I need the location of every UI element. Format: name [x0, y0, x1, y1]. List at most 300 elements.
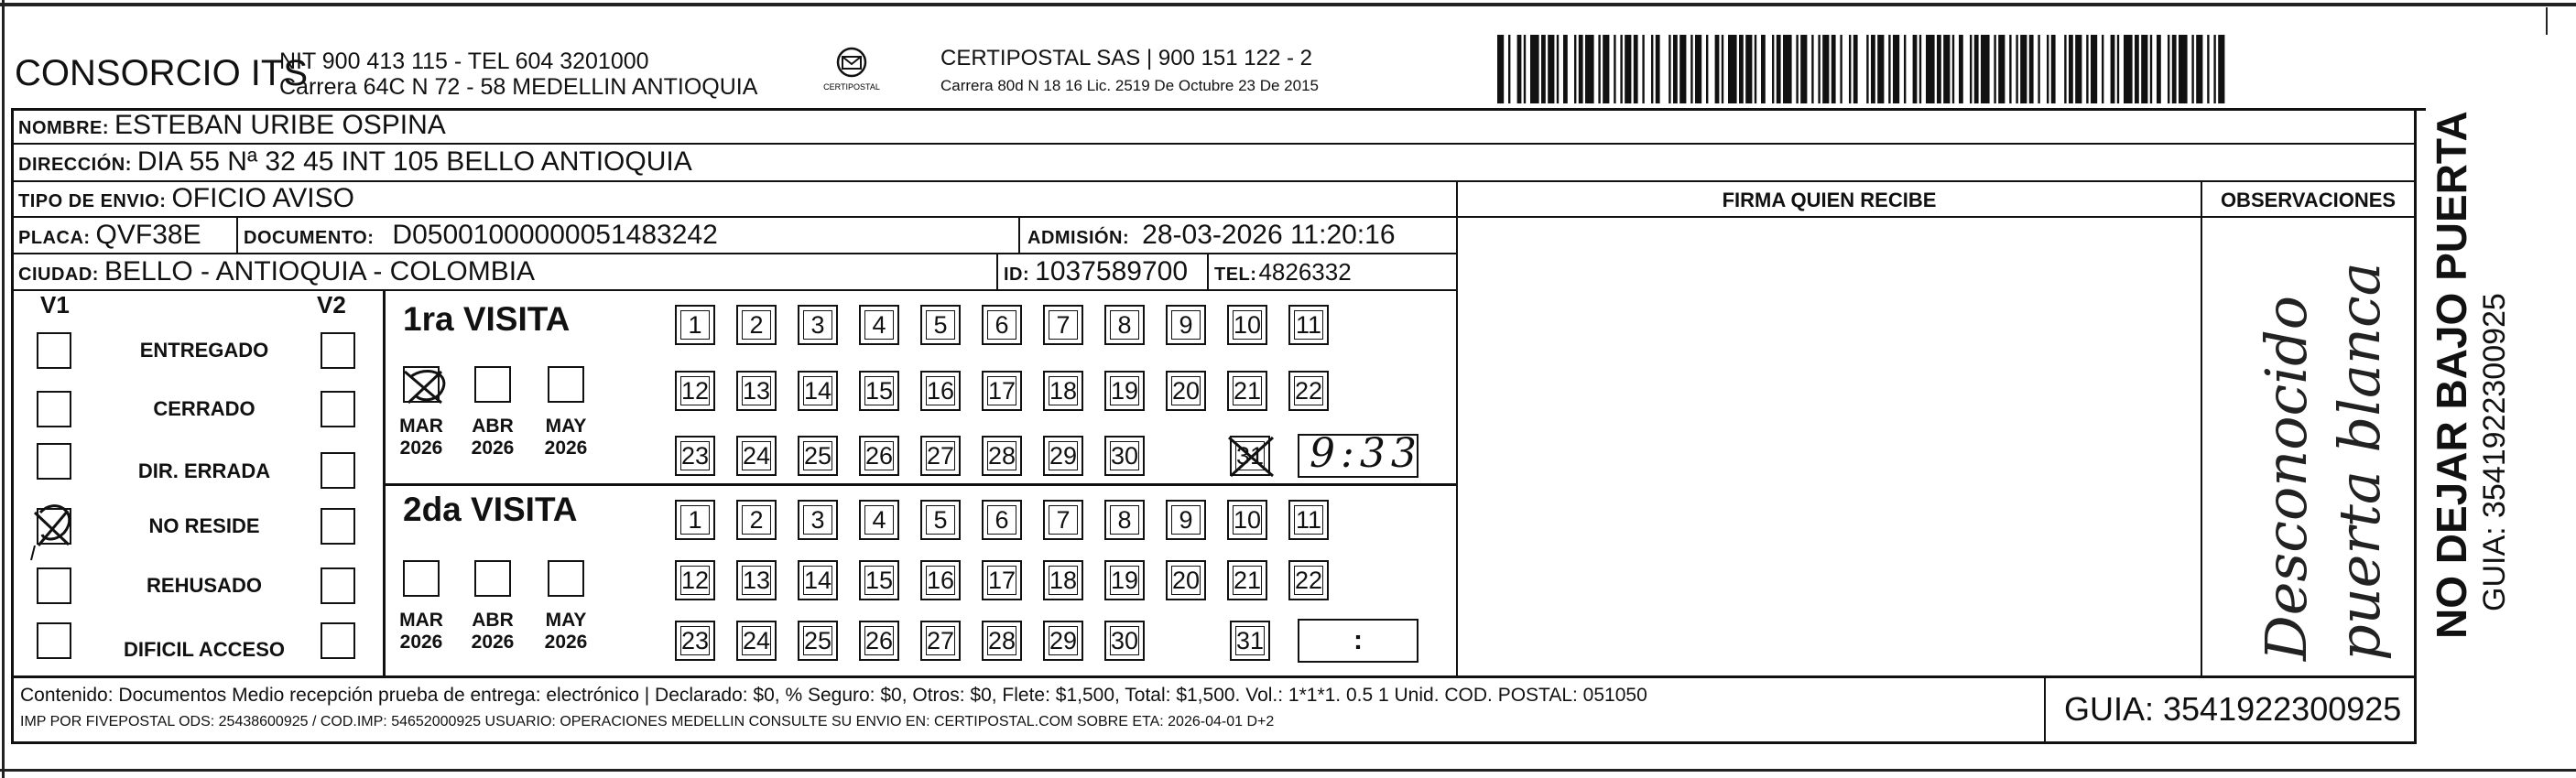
visit1-day[interactable]	[859, 436, 899, 476]
barcode-bar	[2051, 35, 2056, 103]
visit2-day[interactable]	[1043, 500, 1083, 540]
visit2-day[interactable]	[982, 621, 1022, 661]
visit1-day-label: 17	[987, 376, 1016, 405]
visit2-month-label	[463, 610, 522, 654]
visit2-day-label: 3	[810, 505, 825, 534]
barcode-bar	[1706, 35, 1708, 103]
barcode-bar	[1642, 35, 1644, 103]
no-reside-check-mark	[27, 494, 82, 563]
company-nit: NIT 900 413 115 - TEL 604 3201000	[279, 49, 649, 74]
visit1-month-checkbox[interactable]	[474, 366, 511, 403]
visit1-day-label: 26	[864, 441, 894, 470]
visit1-day[interactable]	[1043, 436, 1083, 476]
barcode-bar	[2111, 35, 2115, 103]
nombre-row	[18, 110, 446, 141]
visit2-day[interactable]	[859, 500, 899, 540]
visit2-time-box[interactable]	[1298, 619, 1418, 663]
barcode-bar	[1497, 35, 1504, 103]
v1-entregado-checkbox[interactable]	[37, 332, 71, 369]
visit2-day-label: 22	[1294, 566, 1323, 594]
company-address: Carrera 64C N 72 - 58 MEDELLIN ANTIOQUIA	[279, 74, 758, 100]
col-header-line	[1456, 216, 2417, 218]
form-left-border	[11, 108, 14, 743]
visit2-day-label: 1	[688, 505, 702, 534]
v2-label: V2	[317, 291, 346, 319]
visit1-day[interactable]	[1166, 371, 1206, 411]
observaciones-note-line1: Desconocido	[2253, 295, 2320, 661]
visit1-day-31-label: 31	[1235, 441, 1265, 470]
visit2-day[interactable]	[675, 621, 715, 661]
visit2-day-label: 6	[995, 505, 1009, 534]
visit1-month-year: 2026	[471, 438, 515, 459]
visit2-day[interactable]	[1288, 560, 1329, 600]
barcode-bar	[2102, 35, 2103, 103]
barcode-bar	[1614, 35, 1615, 103]
barcode-bar	[2069, 35, 2073, 103]
visit2-day-label: 23	[680, 626, 710, 654]
visit2-day[interactable]	[1227, 500, 1267, 540]
documento-value: D05001000000051483242	[392, 220, 718, 250]
visit2-day[interactable]	[1043, 560, 1083, 600]
visit1-day-label: 3	[810, 310, 825, 339]
visit1-day-label: 25	[803, 441, 832, 470]
barcode-bar	[1849, 35, 1851, 103]
visit2-day-label: 12	[680, 566, 710, 594]
visit1-day[interactable]	[798, 371, 838, 411]
id-cell	[1004, 256, 1188, 287]
barcode-bar	[2020, 35, 2027, 103]
visit2-month-checkbox[interactable]	[548, 560, 584, 597]
visit1-day[interactable]	[675, 305, 715, 345]
barcode-bar	[1877, 35, 1884, 103]
visit1-day[interactable]	[1227, 371, 1267, 411]
visit1-day[interactable]	[920, 436, 961, 476]
barcode-bar	[1800, 35, 1807, 103]
visit1-day[interactable]	[1104, 371, 1145, 411]
barcode-bar	[1728, 35, 1737, 103]
visit2-day-label: 14	[803, 566, 832, 594]
barcode-bar	[1783, 35, 1792, 103]
status-divider	[383, 289, 386, 675]
visit-split-line	[383, 483, 1458, 486]
company-name: CONSORCIO ITS	[15, 53, 309, 93]
certipostal-title: CERTIPOSTAL SAS | 900 151 122 - 2	[940, 46, 1312, 70]
placa-divider	[236, 216, 238, 253]
tel-divider	[1207, 253, 1209, 289]
visit2-day-31[interactable]	[1230, 621, 1270, 661]
barcode-bar	[1524, 35, 1526, 103]
visit2-day-label: 9	[1179, 505, 1193, 534]
barcode-bar	[1548, 35, 1554, 103]
barcode-bar	[2117, 35, 2119, 103]
barcode-bar	[2150, 35, 2152, 103]
form-bottom-border	[11, 741, 2417, 744]
visit1-month-label	[463, 416, 522, 459]
option-cerrado: CERRADO	[153, 397, 255, 420]
documento-label: DOCUMENTO:	[244, 228, 375, 248]
barcode-bar	[1970, 35, 1972, 103]
visit1-month-name: ABR	[472, 416, 514, 437]
visit1-day[interactable]	[798, 305, 838, 345]
visit1-day-label: 7	[1056, 310, 1071, 339]
barcode-bar	[1811, 35, 1813, 103]
v1-dificil-acceso-checkbox[interactable]	[37, 622, 71, 659]
visit2-day-label: 7	[1056, 505, 1071, 534]
visit1-day[interactable]	[1043, 371, 1083, 411]
visit1-day[interactable]	[859, 305, 899, 345]
visit2-day[interactable]	[982, 500, 1022, 540]
visit2-month-year: 2026	[399, 632, 443, 653]
visit2-month-year: 2026	[544, 632, 588, 653]
v1-cerrado-checkbox[interactable]	[37, 391, 71, 427]
visit2-day-31-label: 31	[1235, 626, 1265, 654]
barcode-bar	[2016, 35, 2017, 103]
footer-top-line	[11, 675, 2417, 678]
barcode-bar	[1651, 35, 1653, 103]
barcode-bar	[1796, 35, 1798, 103]
visit1-day-label: 11	[1295, 310, 1322, 339]
barcode-bar	[2218, 35, 2224, 103]
barcode-bar	[1998, 35, 2005, 103]
visit1-day[interactable]	[1104, 305, 1145, 345]
visit1-day-label: 14	[803, 376, 832, 405]
visit1-day[interactable]	[1288, 371, 1329, 411]
visit2-month-name: MAY	[545, 610, 587, 631]
visit2-day-label: 5	[933, 505, 948, 534]
barcode-bar	[2141, 35, 2147, 103]
visit1-mar-check-mark	[399, 362, 456, 412]
visit2-day[interactable]	[920, 621, 961, 661]
option-no-reside: NO RESIDE	[148, 514, 260, 537]
barcode-bar	[1557, 35, 1559, 103]
id-divider	[996, 253, 998, 289]
barcode-bar	[1831, 35, 1836, 103]
visit1-month-name: MAY	[545, 416, 587, 437]
visit2-day[interactable]	[1227, 560, 1267, 600]
barcode-bar	[2207, 35, 2209, 103]
barcode-bar	[1888, 35, 1890, 103]
barcode-bar	[1715, 35, 1720, 103]
visit1-day-label: 27	[926, 441, 955, 470]
visit2-month-checkbox[interactable]	[403, 560, 440, 597]
barcode-bar	[1668, 35, 1670, 103]
visit1-day[interactable]	[1166, 305, 1206, 345]
visit2-day-label: 29	[1049, 626, 1078, 654]
visit1-day[interactable]	[1288, 305, 1329, 345]
visit2-day[interactable]	[920, 560, 961, 600]
visit1-day[interactable]	[920, 305, 961, 345]
visit1-day[interactable]	[675, 436, 715, 476]
footer-guia: GUIA: 3541922300925	[2064, 690, 2402, 728]
placa-label: PLACA:	[18, 228, 91, 248]
tel-cell	[1214, 258, 1352, 286]
observaciones-header: OBSERVACIONES	[2220, 189, 2397, 211]
visit2-day-label: 11	[1295, 505, 1322, 534]
visit2-day[interactable]	[982, 560, 1022, 600]
form-right-border	[2414, 108, 2417, 743]
visit1-day-label: 20	[1171, 376, 1201, 405]
visit2-day-label: 25	[803, 626, 832, 654]
col-firma-left	[1456, 180, 1458, 675]
barcode-bar	[1913, 35, 1918, 103]
visit2-month-year: 2026	[471, 632, 515, 653]
barcode-bar	[2157, 35, 2161, 103]
visit1-day[interactable]	[1043, 305, 1083, 345]
visit1-day-label: 13	[742, 376, 771, 405]
barcode-bar	[1598, 35, 1600, 103]
barcode-bar	[1574, 35, 1576, 103]
visit1-day[interactable]	[675, 371, 715, 411]
barcode-bar	[1679, 35, 1686, 103]
v1-rehusado-checkbox[interactable]	[37, 567, 71, 604]
admision-cell	[1027, 220, 1396, 251]
barcode-bar	[1541, 35, 1546, 103]
visit2-day-label: 8	[1117, 505, 1132, 534]
visit1-day[interactable]	[736, 305, 777, 345]
row-line-1	[11, 143, 2417, 145]
barcode-bar	[1656, 35, 1660, 103]
visit1-day[interactable]	[982, 305, 1022, 345]
visit2-day-label: 24	[742, 626, 771, 654]
option-entregado: ENTREGADO	[139, 339, 269, 362]
visit1-day-label: 19	[1110, 376, 1139, 405]
v2-dir-errada-checkbox[interactable]	[321, 452, 355, 489]
barcode-bar	[1745, 35, 1752, 103]
barcode-bar	[1508, 35, 1510, 103]
barcode-bar	[1866, 35, 1868, 103]
visit1-day[interactable]	[982, 436, 1022, 476]
direccion-row	[18, 146, 692, 178]
barcode-bar	[1994, 35, 1995, 103]
barcode-bar	[2091, 35, 2097, 103]
scan-left-edge	[2, 0, 5, 778]
tipo-label: TIPO DE ENVIO:	[18, 191, 167, 211]
tel-value: 4826332	[1258, 258, 1352, 286]
v2-dificil-acceso-checkbox[interactable]	[321, 622, 355, 659]
visit2-day[interactable]	[798, 621, 838, 661]
visit2-day-label: 21	[1233, 566, 1262, 594]
barcode-bar	[2064, 35, 2066, 103]
barcode-bar	[1517, 35, 1522, 103]
visit1-day-label: 15	[864, 376, 894, 405]
col-obs-left	[2201, 180, 2202, 675]
visit1-day-label: 10	[1233, 310, 1262, 339]
visit2-day[interactable]	[859, 560, 899, 600]
barcode-bar	[1853, 35, 1858, 103]
visit1-day-label: 12	[680, 376, 710, 405]
v2-rehusado-checkbox[interactable]	[321, 567, 355, 604]
visit2-day-label: 26	[864, 626, 894, 654]
visit1-day-label: 5	[933, 310, 948, 339]
visit2-day[interactable]	[1288, 500, 1329, 540]
barcode-bar	[1579, 35, 1583, 103]
barcode-bar	[2047, 35, 2049, 103]
visit2-month-label	[537, 610, 595, 654]
visit2-day[interactable]	[1104, 500, 1145, 540]
side-warning: NO DEJAR BAJO PUERTA	[2428, 111, 2475, 639]
visit2-day[interactable]	[736, 621, 777, 661]
scan-top-edge	[0, 3, 2576, 6]
visit2-day-label: 28	[987, 626, 1016, 654]
barcode-bar	[1695, 35, 1701, 103]
visit1-day-label: 9	[1179, 310, 1193, 339]
visit1-day-label: 30	[1110, 441, 1139, 470]
visit2-time-placeholder: :	[1353, 625, 1363, 655]
barcode-bar	[2086, 35, 2088, 103]
barcode-bar	[1981, 35, 1990, 103]
v2-no-reside-checkbox[interactable]	[321, 508, 355, 545]
barcode-bar	[1943, 35, 1950, 103]
visit2-day-label: 19	[1110, 566, 1139, 594]
visit1-day[interactable]	[1104, 436, 1145, 476]
barcode-bar	[1926, 35, 1935, 103]
admision-label: ADMISIÓN:	[1027, 228, 1130, 248]
barcode-bar	[1818, 35, 1820, 103]
visit1-day-label: 22	[1294, 376, 1323, 405]
visit2-day-label: 2	[749, 505, 764, 534]
visit1-month-checkbox[interactable]	[548, 366, 584, 403]
visit2-day[interactable]	[1104, 621, 1145, 661]
visit1-day[interactable]	[798, 436, 838, 476]
visit2-day-label: 18	[1049, 566, 1078, 594]
visit2-day[interactable]	[736, 500, 777, 540]
visit1-day[interactable]	[920, 371, 961, 411]
documento-cell	[244, 220, 718, 251]
visit1-day[interactable]	[736, 371, 777, 411]
scan-right-mark	[2546, 7, 2548, 35]
admision-value: 28-03-2026 11:20:16	[1142, 220, 1396, 250]
barcode-bar	[2135, 35, 2139, 103]
id-label: ID:	[1004, 265, 1030, 285]
certipostal-logo	[815, 44, 888, 101]
barcode-bar	[1673, 35, 1678, 103]
certipostal-license: Carrera 80d N 18 16 Lic. 2519 De Octubre 23 De 2015	[940, 77, 1319, 94]
visit1-day-label: 23	[680, 441, 710, 470]
barcode-bar	[2029, 35, 2034, 103]
visit1-day-label: 29	[1049, 441, 1078, 470]
barcode-bar	[1822, 35, 1829, 103]
visit1-day[interactable]	[1227, 305, 1267, 345]
visit2-month-checkbox[interactable]	[474, 560, 511, 597]
visit2-day-label: 17	[987, 566, 1016, 594]
barcode-bar	[1893, 35, 1899, 103]
visit2-month-name: ABR	[472, 610, 514, 631]
guia-divider	[2044, 675, 2046, 741]
visit1-month-label	[392, 416, 451, 459]
option-dificil-acceso: DIFICIL ACCESO	[123, 638, 285, 661]
footer-content-line: Contenido: Documentos Medio recepción prueba de entrega: electrónico | Declarado: $0, % Seguro: $0, Otros: $0, Flete: $1,500, Total: $1,500. Vol.: 1*1*1. 0.5 1 Unid. COD. POSTAL: 051050	[20, 685, 1647, 706]
direccion-value: DIA 55 Nª 32 45 INT 105 BELLO ANTIOQUIA	[136, 146, 692, 177]
barcode-bar	[1620, 35, 1622, 103]
barcode-bar	[1919, 35, 1921, 103]
visit2-title: 2da VISITA	[403, 491, 578, 528]
envelope-icon	[815, 44, 888, 101]
tel-label: TEL:	[1214, 265, 1257, 285]
visit2-day-label: 15	[864, 566, 894, 594]
admision-divider	[1018, 216, 1020, 253]
v1-dir-errada-checkbox[interactable]	[37, 443, 71, 480]
barcode-bar	[2038, 35, 2039, 103]
visit2-day[interactable]	[798, 560, 838, 600]
visit1-day-label: 8	[1117, 310, 1132, 339]
visit1-month-name: MAR	[399, 416, 443, 437]
barcode-bar	[1959, 35, 1963, 103]
barcode	[1497, 35, 2226, 103]
barcode-bar	[1585, 35, 1594, 103]
visit2-day[interactable]	[736, 560, 777, 600]
barcode-bar	[1974, 35, 1979, 103]
barcode-bar	[1904, 35, 1906, 103]
v2-cerrado-checkbox[interactable]	[321, 391, 355, 427]
barcode-bar	[2172, 35, 2177, 103]
visit2-day[interactable]	[920, 500, 961, 540]
barcode-bar	[2075, 35, 2081, 103]
visit1-month-year: 2026	[544, 438, 588, 459]
direccion-label: DIRECCIÓN:	[18, 155, 132, 175]
option-rehusado: REHUSADO	[147, 574, 262, 597]
scan-bottom-edge	[0, 769, 2576, 772]
barcode-bar	[1871, 35, 1875, 103]
placa-value: QVF38E	[95, 220, 201, 250]
visit1-day-label: 6	[995, 310, 1009, 339]
visit1-day[interactable]	[736, 436, 777, 476]
v1-label: V1	[40, 291, 70, 319]
barcode-bar	[1690, 35, 1692, 103]
barcode-bar	[1761, 35, 1766, 103]
visit1-title: 1ra VISITA	[403, 300, 571, 338]
visit2-day-label: 16	[926, 566, 955, 594]
placa-cell	[18, 220, 201, 251]
visit2-day[interactable]	[859, 621, 899, 661]
visit2-day-label: 10	[1233, 505, 1262, 534]
visit1-day-label: 24	[742, 441, 771, 470]
barcode-bar	[2009, 35, 2011, 103]
barcode-bar	[1563, 35, 1568, 103]
barcode-bar	[1755, 35, 1756, 103]
observaciones-note-line2: puerta blanca	[2326, 262, 2393, 661]
visit2-day[interactable]	[1166, 500, 1206, 540]
visit2-day[interactable]	[1043, 621, 1083, 661]
visit2-day[interactable]	[1104, 560, 1145, 600]
visit2-day[interactable]	[675, 500, 715, 540]
visit2-day-label: 27	[926, 626, 955, 654]
barcode-bar	[1603, 35, 1609, 103]
visit1-day-label: 2	[749, 310, 764, 339]
tipo-value: OFICIO AVISO	[171, 183, 354, 213]
visit1-time-handwritten: 9:33	[1310, 430, 1422, 477]
visit2-day[interactable]	[1166, 560, 1206, 600]
barcode-bar	[1952, 35, 1954, 103]
ciudad-value: BELLO - ANTIOQUIA - COLOMBIA	[103, 256, 536, 286]
visit1-day-label: 4	[872, 310, 886, 339]
barcode-bar	[1777, 35, 1781, 103]
visit1-day[interactable]	[982, 371, 1022, 411]
v2-entregado-checkbox[interactable]	[321, 332, 355, 369]
visit2-day-label: 13	[742, 566, 771, 594]
barcode-bar	[2168, 35, 2169, 103]
barcode-bar	[1772, 35, 1774, 103]
visit2-day-label: 20	[1171, 566, 1201, 594]
footer-imp-line: IMP POR FIVEPOSTAL ODS: 25438600925 / COD.IMP: 54652000925 USUARIO: OPERACIONES MEDELLIN CONSULTE SU ENVIO EN: CERTIPOSTAL.COM SOBRE ETA: 2026-04-01 D+2	[20, 714, 1275, 729]
option-dir-errada: DIR. ERRADA	[137, 459, 271, 482]
visit1-day[interactable]	[859, 371, 899, 411]
visit2-day[interactable]	[675, 560, 715, 600]
visit2-day[interactable]	[798, 500, 838, 540]
row-line-5	[11, 289, 1458, 291]
visit2-month-name: MAR	[399, 610, 443, 631]
barcode-bar	[1625, 35, 1631, 103]
barcode-bar	[1937, 35, 1941, 103]
